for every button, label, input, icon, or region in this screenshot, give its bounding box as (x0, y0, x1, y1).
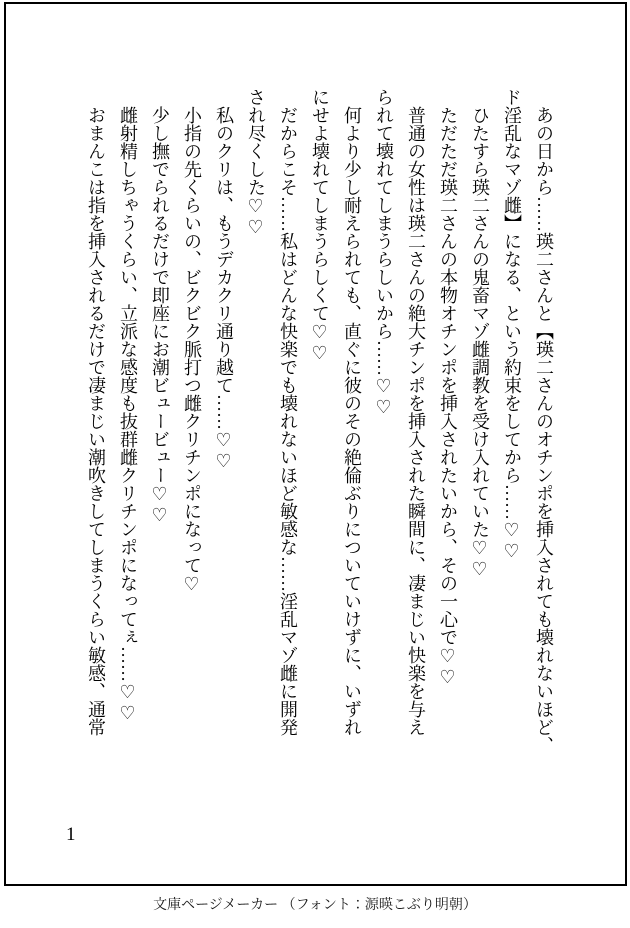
text-line: だからこそ……私はどんな快楽でも壊れないほど敏感な……淫乱マゾ雌に開発 (278, 106, 298, 736)
text-line: あの日から……瑛二さんと【瑛二さんのオチンポを挿入されても壊れないほど、 (534, 106, 554, 754)
text-line: 小指の先くらいの、ビクビク脈打つ雌クリチンポになって♡ (182, 106, 202, 595)
text-line: 何より少し耐えられても、直ぐに彼のその絶倫ぶりについていけずに、いずれ (342, 106, 362, 736)
vertical-text-area (80, 88, 560, 833)
footer-caption: 文庫ページメーカー （フォント：源暎こぶり明朝） (153, 898, 477, 913)
text-line: おまんこは指を挿入されるだけで凄まじい潮吹きしてしまうくらい敏感、通常 (86, 106, 106, 736)
text-line: 雌射精しちゃうくらい、立派な感度も抜群雌クリチンポになってぇ……♡♡ (118, 106, 138, 724)
page-border-frame (4, 2, 627, 886)
text-line: 少し撫でられるだけで即座にお潮ビュービュー♡♡ (150, 106, 170, 526)
text-line: 私のクリは、もうデカクリ通り越て……♡♡ (214, 106, 234, 472)
text-line: 普通の女性は瑛二さんの絶大チンポを挿入された瞬間に、凄まじい快楽を与え (406, 106, 426, 736)
text-line: にせよ壊れてしまうらしくて♡♡ (310, 88, 330, 364)
page-number: 1 (66, 824, 76, 845)
text-line: ひたすら瑛二さんの鬼畜マゾ雌調教を受け入れていた♡♡ (470, 106, 490, 580)
text-line: ド淫乱なマゾ雌】になる、という約束をしてから……♡♡ (502, 88, 522, 562)
text-line: られて壊れてしまうらしいから……♡♡ (374, 88, 394, 418)
text-line: ただただ瑛二さんの本物オチンポを挿入されたいから、その一心で♡♡ (438, 106, 458, 688)
text-line: され尽くした♡♡ (246, 88, 266, 238)
